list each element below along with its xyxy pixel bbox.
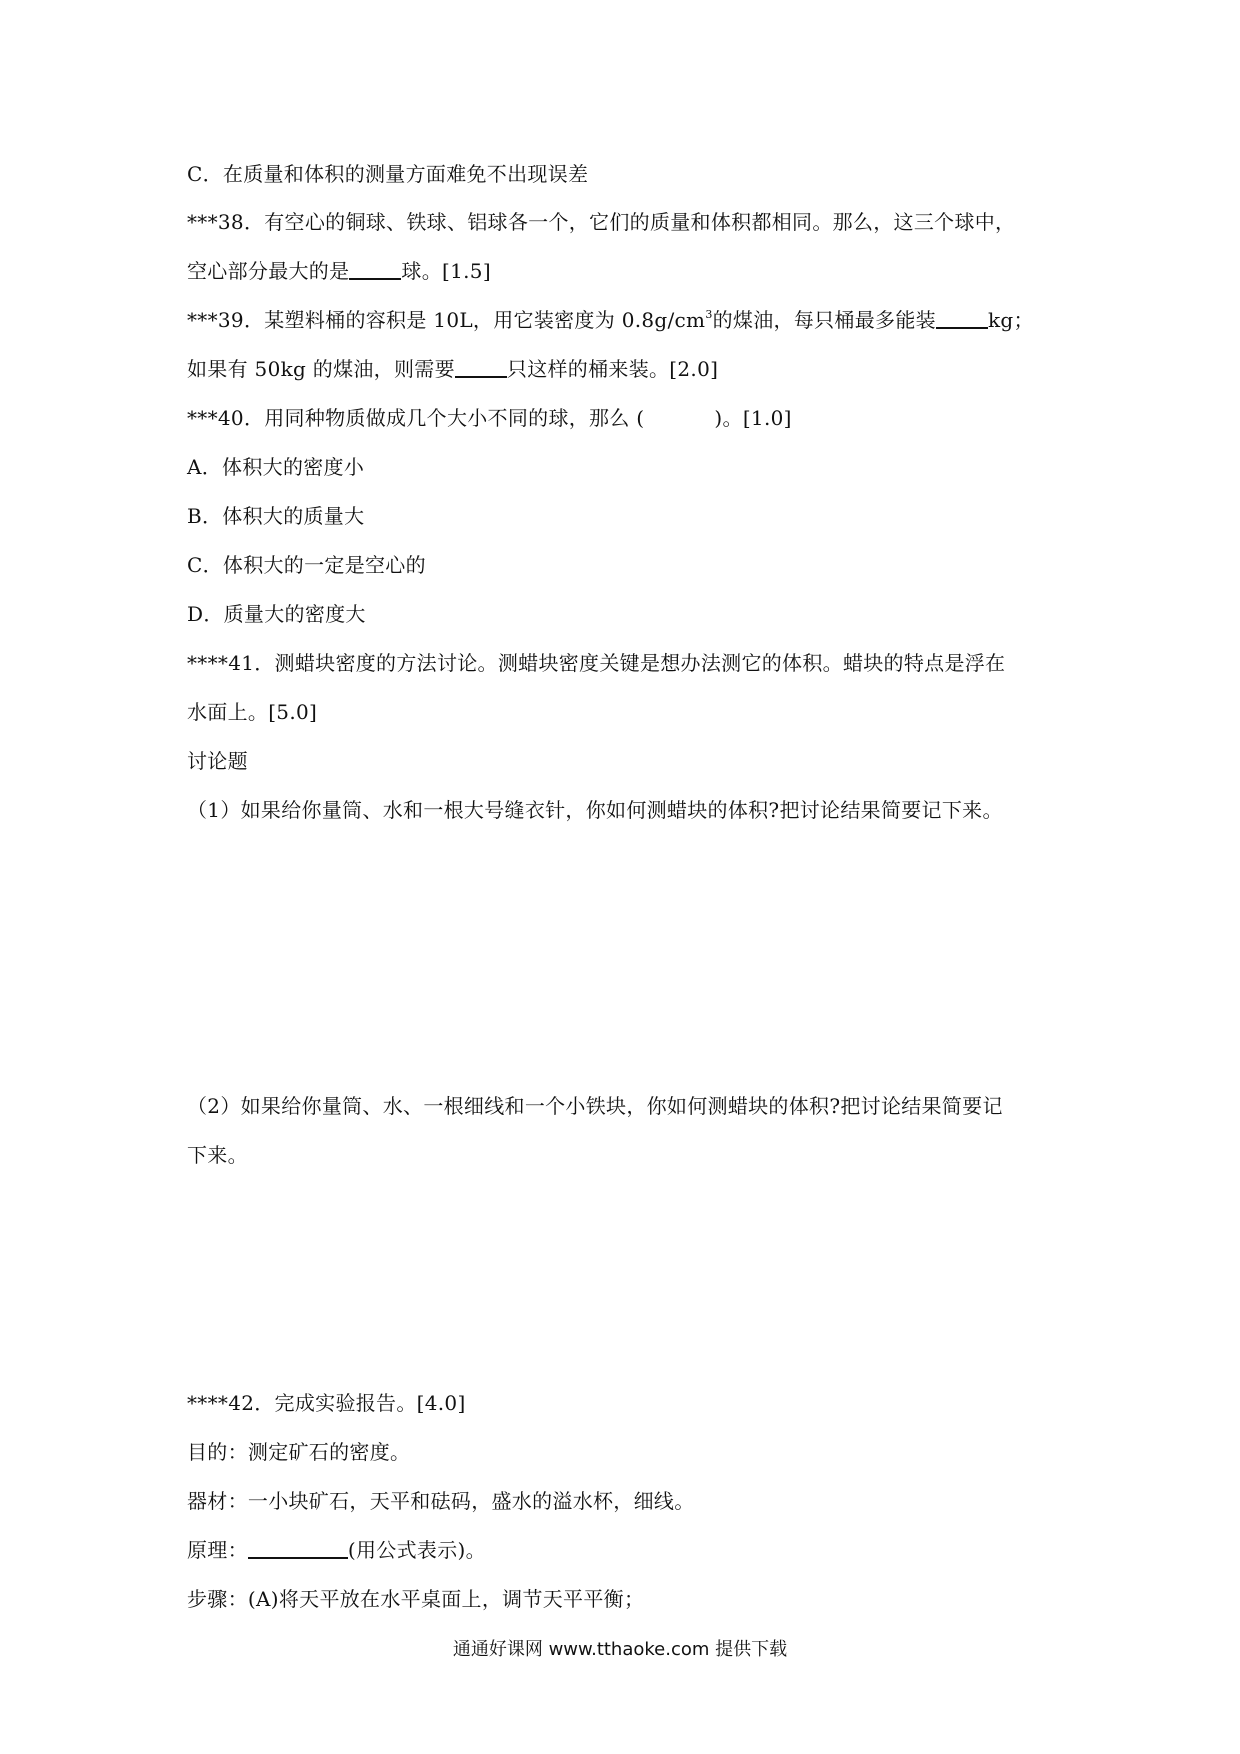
answer-blank — [455, 356, 507, 378]
question-39-line-2: 如果有 50kg 的煤油，则需要 只这样的桶来装。[2.0] — [187, 357, 719, 381]
answer-blank — [248, 1537, 348, 1559]
question-41-line-1: ****41．测蜡块密度的方法讨论。测蜡块密度关键是想办法测它的体积。蜡块的特点是浮在 — [187, 651, 1006, 675]
discussion-heading: 讨论题 — [187, 749, 248, 773]
question-42-stem: ****42．完成实验报告。[4.0] — [187, 1391, 466, 1415]
answer-blank — [936, 307, 988, 329]
page-footer: 通通好课网 www.tthaoke.com 提供下载 — [452, 1639, 788, 1660]
question-38-line-2: 空心部分最大的是 球。[1.5] — [187, 259, 491, 283]
question-40-option-b: B．体积大的质量大 — [187, 504, 365, 528]
question-41-line-2: 水面上。[5.0] — [187, 700, 318, 724]
discussion-item-2-line-1: （2）如果给你量筒、水、一根细线和一个小铁块，你如何测蜡块的体积?把讨论结果简要记 — [187, 1094, 1003, 1118]
text-line-option-c-prev: C．在质量和体积的测量方面难免不出现误差 — [187, 162, 589, 186]
answer-blank — [349, 258, 401, 280]
question-39-line-1: ***39．某塑料桶的容积是 10L，用它装密度为 $0.8g/cm^3$的煤油，每只桶最多能装 kg； — [187, 308, 1034, 332]
report-principle: 原理： (用公式表示)。 — [187, 1538, 486, 1562]
report-equipment: 器材：一小块矿石，天平和砝码，盛水的溢水杯，细线。 — [187, 1489, 695, 1513]
report-steps: 步骤：(A)将天平放在水平桌面上，调节天平平衡； — [187, 1587, 645, 1611]
question-40-option-c: C．体积大的一定是空心的 — [187, 553, 426, 577]
discussion-item-1: （1）如果给你量筒、水和一根大号缝衣针，你如何测蜡块的体积?把讨论结果简要记下来。 — [187, 798, 1003, 822]
question-40-option-a: A．体积大的密度小 — [187, 455, 365, 479]
question-40-stem: ***40．用同种物质做成几个大小不同的球，那么 ( )。[1.0] — [187, 406, 792, 430]
report-purpose: 目的：测定矿石的密度。 — [187, 1440, 411, 1464]
discussion-item-2-line-2: 下来。 — [187, 1143, 248, 1167]
question-38-line-1: ***38．有空心的铜球、铁球、铝球各一个，它们的质量和体积都相同。那么，这三个球中， — [187, 210, 1016, 234]
question-40-option-d: D．质量大的密度大 — [187, 602, 366, 626]
